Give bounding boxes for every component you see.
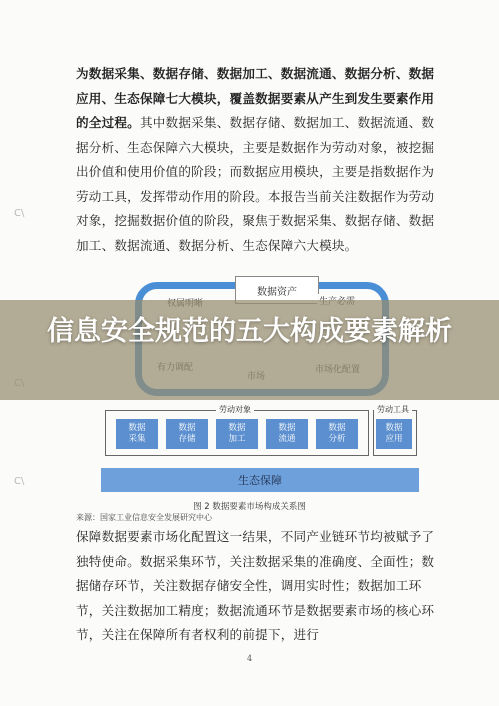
margin-mark: C\: [14, 208, 25, 219]
cell-circulate: 数据流通: [266, 419, 308, 449]
paragraph-intro: [76, 62, 436, 258]
cell-store: 数据存储: [166, 419, 208, 449]
cell-collect: 数据采集: [116, 419, 158, 449]
labor-object-frame: [105, 405, 369, 456]
labor-tool-frame: [373, 405, 417, 456]
labor-tool-title: 劳动工具: [374, 404, 412, 415]
banner-title: 信息安全规范的五大构成要素解析: [47, 316, 452, 347]
labor-object-title: 劳动对象: [216, 404, 254, 415]
paragraph-body: 保障数据要素市场化配置这一结果，不同产业链环节均被赋予了独特使命。数据采集环节，关注数据采集的准确度、全面性；数据储存环节，关注数据存储安全性，调用实时性；数据加工环节，关注数据加工精度；数据流通环节是数据要素市场的核心环节，关注在保障所有者权利的前提下，进行: [76, 529, 435, 642]
eco-guarantee-bar: 生态保障: [101, 468, 419, 492]
asset-box: 数据资产: [235, 276, 319, 304]
cell-apply: 数据应用: [376, 419, 412, 449]
figure-source: 来源：国家工业信息安全发展研究中心: [76, 513, 212, 522]
cell-process: 数据加工: [216, 419, 258, 449]
paragraph-intro-bold: 为数据采集、数据存储、数据加工、数据流通、数据分析、数据应用、生态保障七大模块，覆盖数据要素从产生到发生要素作用的全过程。: [76, 66, 435, 130]
cell-analyze: 数据分析: [316, 419, 358, 449]
paragraph-intro-rest: 其中数据采集、数据存储、数据加工、数据流通、数据分析、生态保障六大模块，主要是数据作为劳动对象，被挖掘出价值和使用价值的阶段；而数据应用模块，主要是指数据作为劳动工具，发挥带动作用的阶段。本报告当前关注数据作为劳动对象，挖掘数据价值的阶段，聚焦于数据采集、数据存储、数据加工、数据流通、数据分析、生态保障六大模块。: [76, 115, 435, 253]
margin-mark: C\: [14, 476, 25, 487]
page-number: 4: [246, 654, 253, 663]
figure-caption: 图 2 数据要素市场构成关系图: [193, 502, 306, 512]
